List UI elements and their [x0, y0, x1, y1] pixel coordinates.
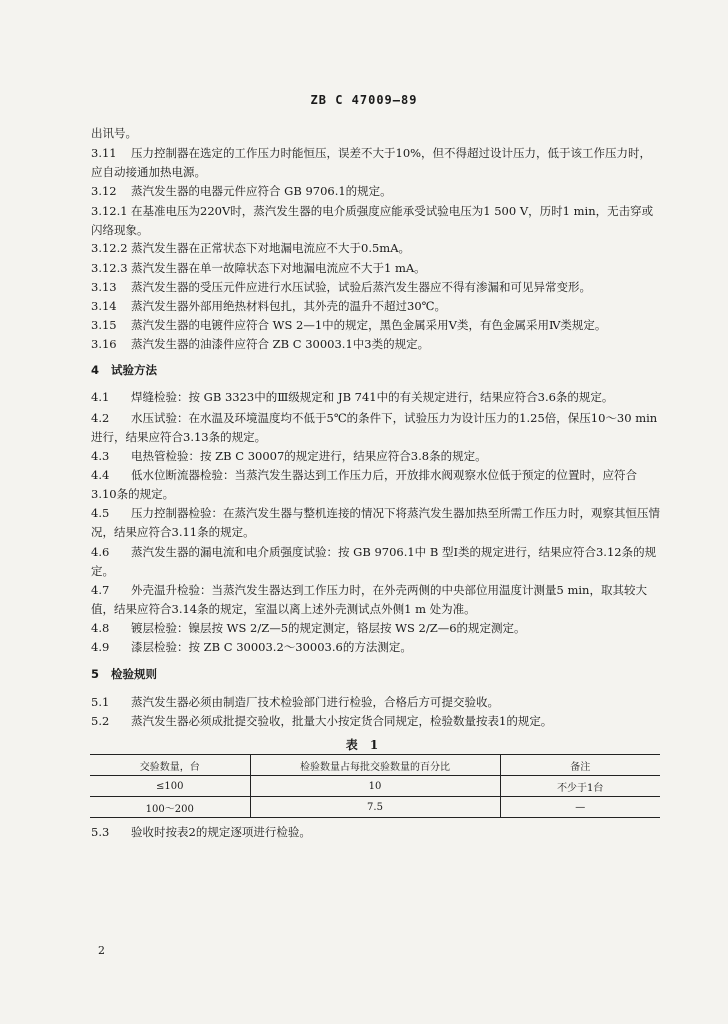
table-header-cell: 检验数量占每批交验数量的百分比 [250, 755, 500, 776]
section-title: 检验规则 [111, 667, 157, 681]
clause-4-4 [91, 466, 661, 504]
clause-text: 蒸汽发生器的电器元件应符合 GB 9706.1的规定。 [131, 184, 392, 198]
clause-text: 低水位断流器检验：当蒸汽发生器达到工作压力后，开放排水阀观察水位低于预定的位置时，应符合3.10条的规定。 [91, 468, 637, 501]
clause-5-1 [91, 693, 661, 712]
table-header-row [90, 755, 660, 776]
clause-3-12-1 [91, 202, 661, 240]
table-row [90, 797, 660, 818]
clause-number: 3.12.3 [91, 261, 128, 275]
clause-3-12 [91, 182, 661, 201]
clause-text: 蒸汽发生器在正常状态下对地漏电流应不大于0.5mA。 [131, 241, 410, 255]
clause-4-1 [91, 388, 661, 407]
clause-text: 压力控制器在选定的工作压力时能恒压，误差不大于10%，但不得超过设计压力，低于该工作压力时，应自动接通加热电源。 [91, 146, 652, 179]
clause-number: 4.5 [91, 506, 110, 520]
clause-number: 4.9 [91, 640, 110, 654]
clause-4-9 [91, 638, 661, 657]
clause-4-3 [91, 447, 661, 466]
inspection-quantity-table [90, 754, 660, 818]
table-cell: 100～200 [145, 803, 194, 815]
paragraph-continuation [91, 124, 661, 143]
clause-text: 验收时按表2的规定逐项进行检验。 [131, 825, 311, 839]
clause-text: 蒸汽发生器的电镀件应符合 WS 2—1中的规定，黑色金属采用Ⅴ类，有色金属采用Ⅳ类规定。 [131, 318, 607, 332]
clause-3-11 [91, 144, 661, 182]
clause-number: 4.2 [91, 411, 110, 425]
clause-text: 蒸汽发生器必须成批提交验收，批量大小按定货合同规定，检验数量按表1的规定。 [131, 714, 553, 728]
clause-3-14 [91, 297, 661, 316]
section-number: 5 [91, 667, 100, 681]
clause-text: 压力控制器检验：在蒸汽发生器与整机连接的情况下将蒸汽发生器加热至所需工作压力时，观察其恒压情况，结果应符合3.11条的规定。 [91, 506, 660, 539]
clause-number: 3.11 [91, 146, 117, 160]
clause-number: 3.14 [91, 299, 117, 313]
section-number: 4 [91, 363, 100, 377]
clause-3-12-2 [91, 239, 661, 258]
clause-3-13 [91, 278, 661, 297]
clause-number: 4.4 [91, 468, 110, 482]
clause-number: 4.6 [91, 545, 110, 559]
clause-number: 3.13 [91, 280, 117, 294]
clause-3-16 [91, 335, 661, 354]
clause-4-2 [91, 409, 661, 447]
table-cell: ≤100 [156, 780, 184, 792]
clause-number: 3.12.2 [91, 241, 128, 255]
table-cell: 7.5 [250, 797, 500, 818]
clause-number: 3.12.1 [91, 204, 128, 218]
clause-5-2 [91, 712, 661, 731]
table-cell: 10 [250, 776, 500, 797]
section-4-heading [91, 361, 661, 380]
clause-text: 水压试验：在水温及环境温度均不低于5℃的条件下，试验压力为设计压力的1.25倍，保压10～30 min进行，结果应符合3.13条的规定。 [91, 411, 658, 444]
clause-number: 4.7 [91, 583, 110, 597]
clause-5-3 [91, 823, 661, 842]
clause-number: 4.1 [91, 390, 110, 404]
table-cell: — [500, 797, 660, 818]
clause-text: 蒸汽发生器的受压元件应进行水压试验，试验后蒸汽发生器应不得有渗漏和可见异常变形。 [131, 280, 591, 294]
table-header-cell: 交验数量，台 [90, 755, 250, 776]
clause-3-15 [91, 316, 661, 335]
table-header-cell: 备注 [500, 755, 660, 776]
clause-text: 蒸汽发生器的漏电流和电介质强度试验：按 GB 9706.1中 B 型Ⅰ类的规定进行，结果应符合3.12条的规定。 [91, 545, 657, 578]
table-caption: 表 1 [345, 738, 383, 752]
clause-text: 蒸汽发生器在单一故障状态下对地漏电流应不大于1 mA。 [131, 261, 426, 275]
clause-number: 5.1 [91, 695, 110, 709]
clause-4-8 [91, 619, 661, 638]
page-number: 2 [98, 944, 105, 957]
clause-number: 3.16 [91, 337, 117, 351]
clause-text: 镀层检验：镍层按 WS 2/Z—5的规定测定，铬层按 WS 2/Z—6的规定测定。 [131, 621, 526, 635]
section-title: 试验方法 [111, 363, 157, 377]
clause-text: 焊缝检验：按 GB 3323中的Ⅲ级规定和 JB 741中的有关规定进行，结果应符合3.6条的规定。 [131, 390, 614, 404]
table-cell: 不少于1台 [500, 776, 660, 797]
paragraph-text: 出讯号。 [91, 126, 137, 140]
clause-number: 5.2 [91, 714, 110, 728]
clause-3-12-3 [91, 259, 661, 278]
clause-text: 漆层检验：按 ZB C 30003.2～30003.6的方法测定。 [131, 640, 412, 654]
clause-number: 3.15 [91, 318, 117, 332]
clause-text: 电热管检验：按 ZB C 30007的规定进行，结果应符合3.8条的规定。 [131, 449, 487, 463]
table-row [90, 776, 660, 797]
clause-number: 4.8 [91, 621, 110, 635]
page-header: ZB C 47009—89 [310, 93, 418, 107]
clause-number: 5.3 [91, 825, 110, 839]
clause-text: 蒸汽发生器外部用绝热材料包扎，其外壳的温升不超过30℃。 [131, 299, 446, 313]
clause-4-7 [91, 581, 661, 619]
clause-text: 蒸汽发生器的油漆件应符合 ZB C 30003.1中3类的规定。 [131, 337, 430, 351]
clause-text: 蒸汽发生器必须由制造厂技术检验部门进行检验，合格后方可提交验收。 [131, 695, 499, 709]
section-5-heading [91, 665, 661, 684]
clause-4-5 [91, 504, 661, 542]
clause-number: 3.12 [91, 184, 117, 198]
clause-number: 4.3 [91, 449, 110, 463]
clause-text: 外壳温升检验：当蒸汽发生器达到工作压力时，在外壳两侧的中央部位用温度计测量5 min，取其较大值，结果应符合3.14条的规定，室温以离上述外壳测试点外侧1 m 处为准。 [91, 583, 647, 616]
clause-4-6 [91, 543, 661, 581]
clause-text: 在基准电压为220V时，蒸汽发生器的电介质强度应能承受试验电压为1 500 V，历时1 min，无击穿或闪络现象。 [91, 204, 654, 237]
